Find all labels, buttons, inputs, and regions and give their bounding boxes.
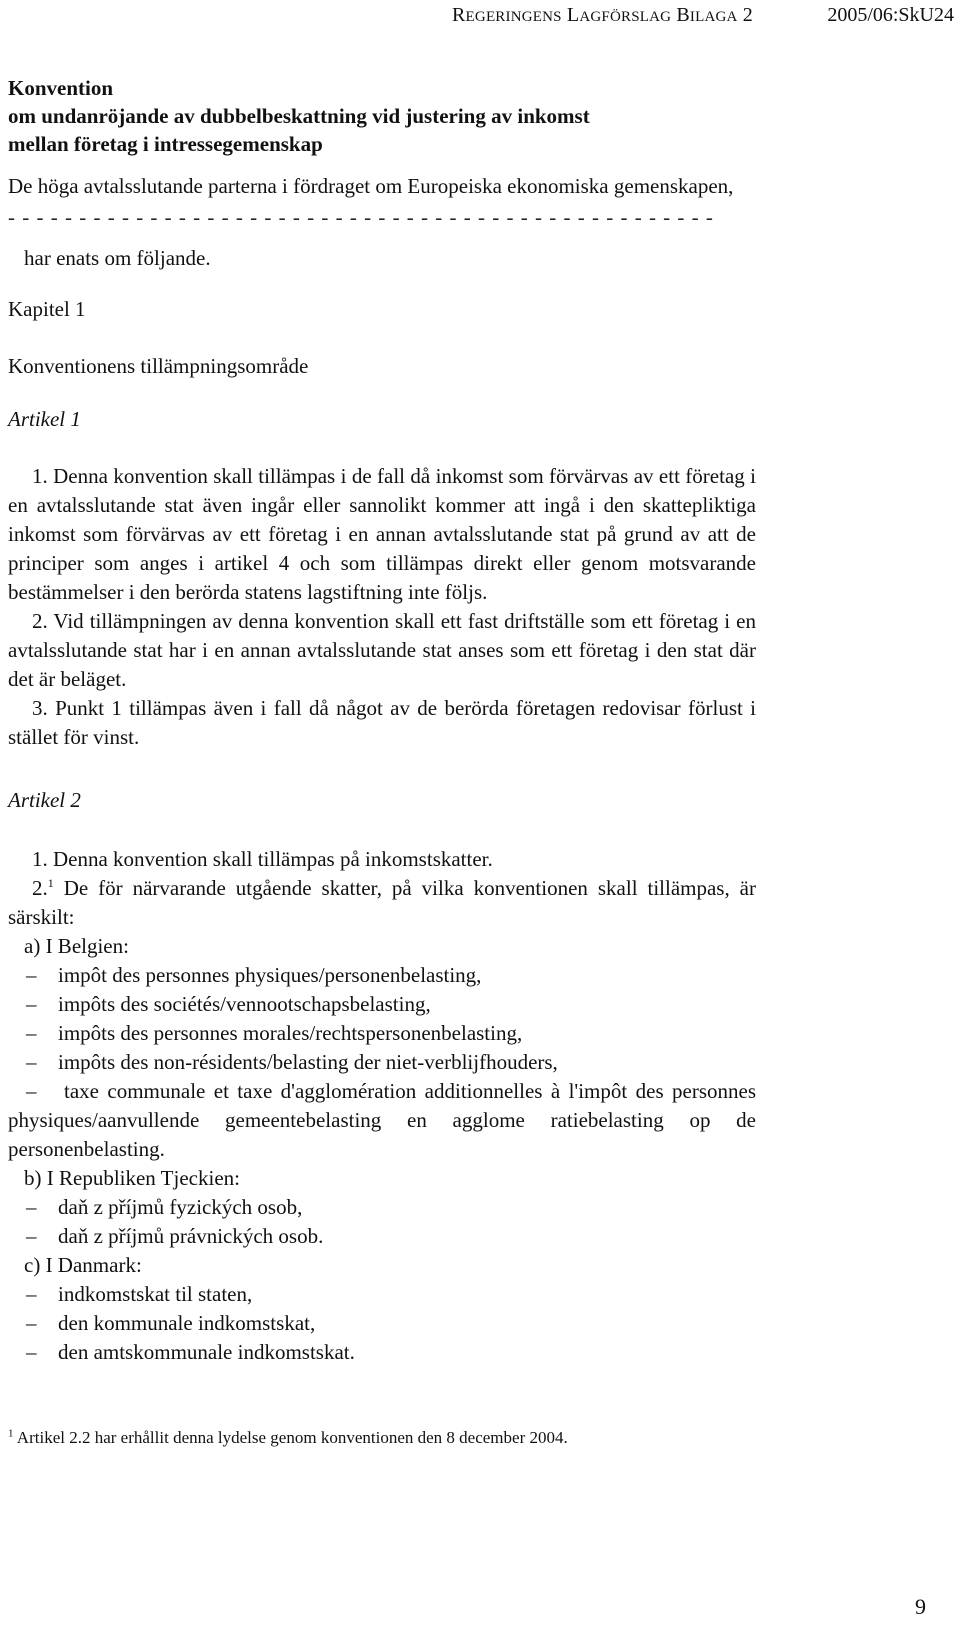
czech-label: b) I Republiken Tjeckien: [24,1166,240,1190]
list-item: – indkomstskat til staten, [26,1282,253,1306]
list-item: – impôts des personnes morales/rechtspersonenbelasting, [26,1021,523,1045]
list-item-long: – taxe communale et taxe d'agglomération additionnelles à l'impôt des personnes physiques/aanvullende gemeentebelasting en agglome ratiebelasting op de personenbelasting. [8,1079,756,1161]
title-line-2: om undanröjande av dubbelbeskattning vid justering av inkomst [8,104,590,128]
article-2-heading: Artikel 2 [8,788,81,812]
article-2-paragraph-1: 1. Denna konvention skall tillämpas på inkomstskatter. [32,847,493,871]
denmark-label: c) I Danmark: [24,1253,142,1277]
omission-dash-line: - - - - - - - - - - - - - - - - - - - - - - - - - - - - - - - - - - - - - - - - - - - - - - - - - - [8,205,714,229]
article-1-paragraph-3: 3. Punkt 1 tillämpas även i fall då något av de berörda företagen redovisar förlust i stället för vinst. [8,696,756,749]
chapter-heading: Kapitel 1 [8,297,86,321]
article-2-paragraph-2: 2.$^1$ De för närvarande utgående skatter, på vilka konventionen skall tillämpas, är särskilt: [8,876,756,929]
list-item: – den amtskommunale indkomstskat. [26,1340,355,1364]
footnote-ref: 1 [47,876,54,890]
list-item: – impôt des personnes physiques/personenbelasting, [26,963,482,987]
list-item: – daň z příjmů právnických osob. [26,1224,324,1248]
article-1-paragraph-2: 2. Vid tillämpningen av denna konvention skall ett fast driftställe som ett företag i en avtalsslutande stat har i en annan avtalsslutande stat anses som ett företag i den stat där det är beläget. [8,609,756,691]
header-publication: REGERINGENS LAGFÖRSLAG BILAGA 2 [452,4,753,26]
footnote: $^1$ Artikel 2.2 har erhållit denna lydelse genom konventionen den 8 december 2004. [8,1427,568,1447]
running-header [0,4,960,32]
page-number: 9 [915,1594,926,1619]
title-line-3: mellan företag i intressegemenskap [8,132,323,156]
header-document-number: 2005/06:SkU24 [827,4,954,26]
list-item: – impôts des sociétés/vennootschapsbelasting, [26,992,431,1016]
article-1-heading: Artikel 1 [8,407,81,431]
chapter-title: Konventionens tillämpningsområde [8,354,309,378]
list-item: – den kommunale indkomstskat, [26,1311,316,1335]
article-1-paragraph-1: 1. Denna konvention skall tillämpas i de fall då inkomst som förvärvas av ett företag i en avtalsslutande stat även ingår eller sannolikt kommer att ingå i den skattepliktiga inkomst som förvärvas av ett företag i en annan avtalsslutande stat på grund av att de principer som anges i artikel 4 och som tillämpas direkt eller genom motsvarande bestämmelser i den berörda statens lagstiftning inte följs. [8,464,756,604]
list-item: – impôts des non-résidents/belasting der niet-verblijfhouders, [26,1050,558,1074]
preamble: De höga avtalsslutande parterna i fördraget om Europeiska ekonomiska gemenskapen, [8,174,734,198]
footnote-marker: 1 [8,1427,14,1440]
title-line-1: Konvention [8,76,114,100]
list-item: – daň z příjmů fyzických osob, [26,1195,303,1219]
agreement-statement: har enats om följande. [24,246,211,270]
document-body [8,74,756,1367]
belgium-label: a) I Belgien: [24,934,129,958]
